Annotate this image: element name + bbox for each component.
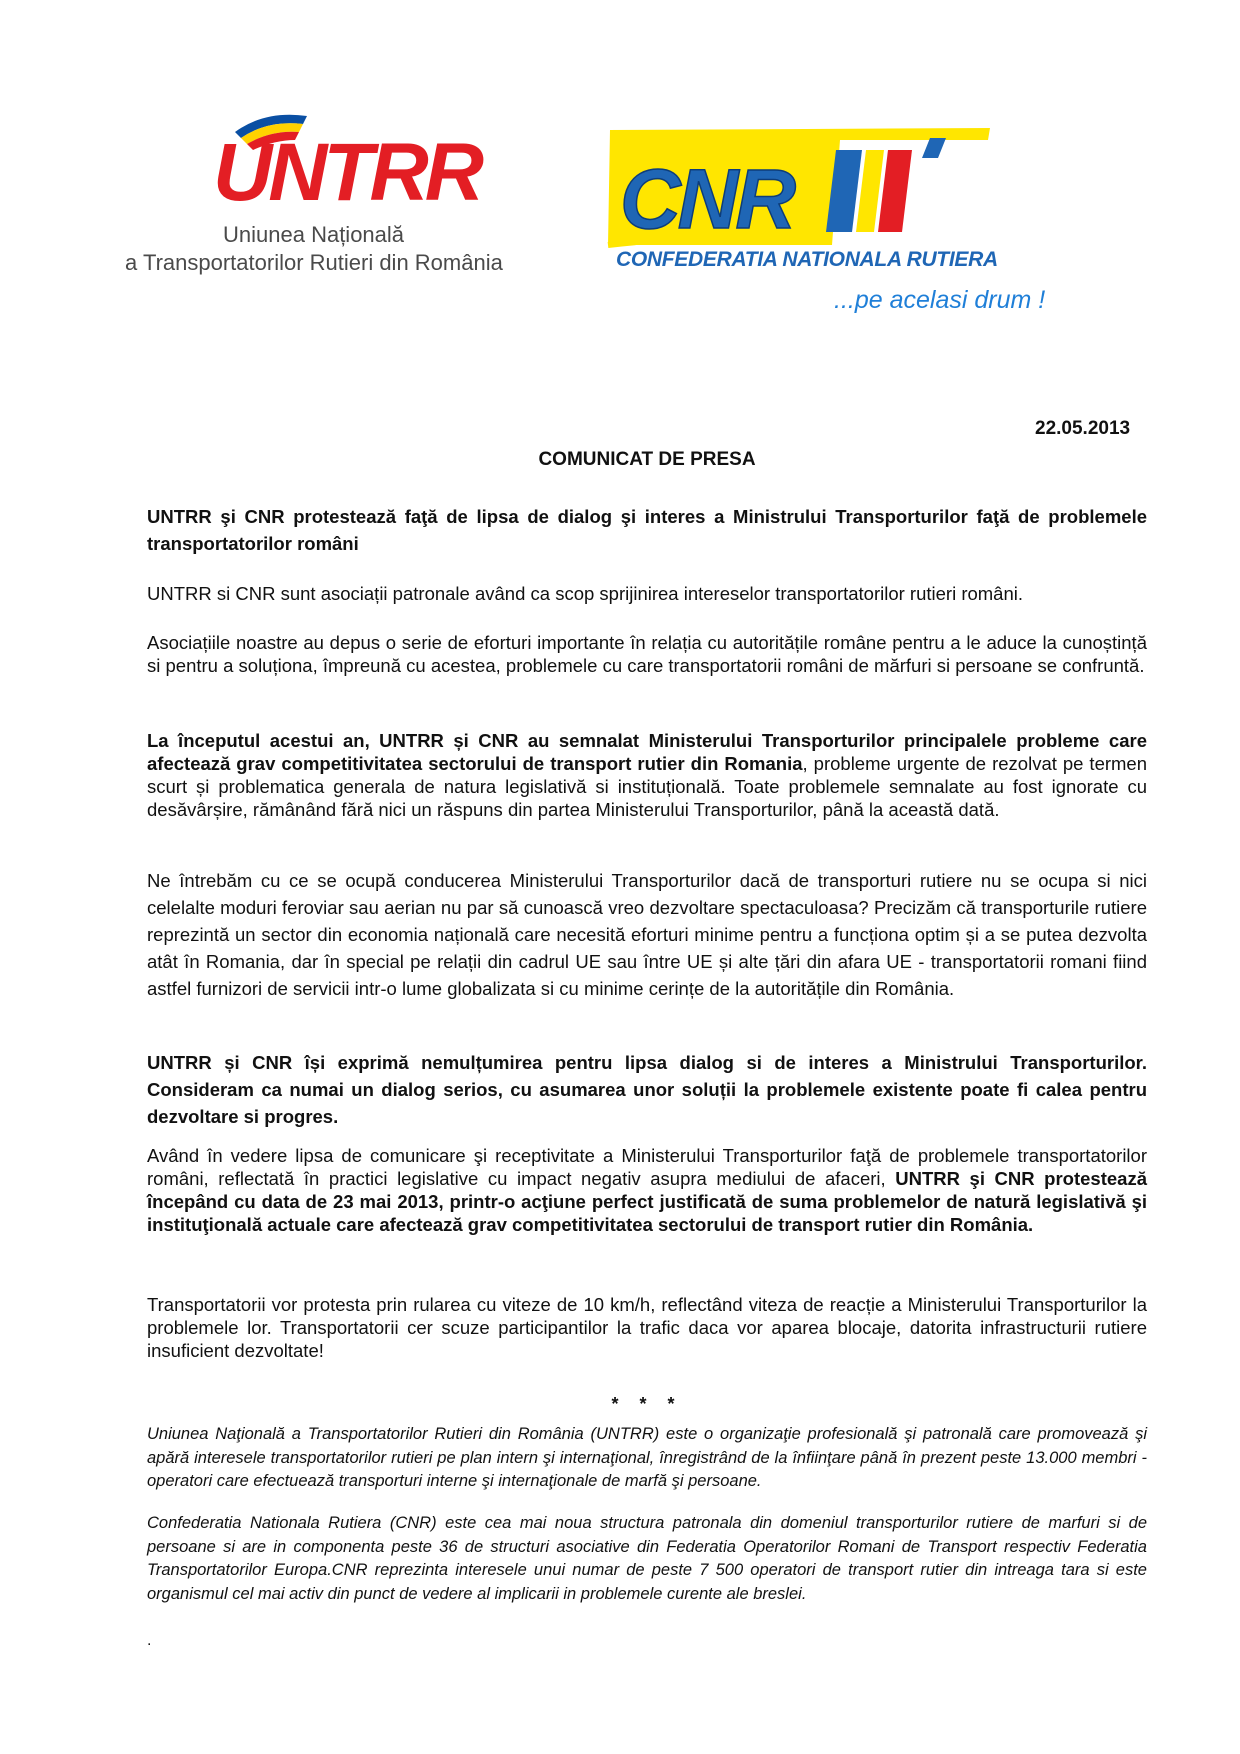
paragraph-4 — [147, 867, 1147, 1002]
about-untrr-text: Uniunea Naţională a Transportatorilor Rutieri din România (UNTRR) este o organizaţie profesională şi patronală care promovează şi apără interesele transportatorilor rutieri pe plan intern şi internaţional, înregistrând de la înfiinţare până în prezent peste 13.000 membri - operatori care efectuează transporturi interne şi internaţionale de marfă şi persoane. — [147, 1425, 1147, 1490]
paragraph-2-text: Asociațiile noastre au depus o serie de eforturi importante în relația cu autoritățile române pentru a le aduce la cunoștință si pentru a soluționa, împreună cu acestea, problemele cu care transportatorii români de mărfuri si persoane se confruntă. — [147, 632, 1147, 676]
untrr-logo-mark — [195, 102, 480, 218]
paragraph-4-text: Ne întrebăm cu ce se ocupă conducerea Ministerului Transporturilor dacă de transporturi rutiere nu se ocupa si nici celelalte moduri feroviar sau aerian nu par să cunoască vreo dezvoltare spectaculoasa? Precizăm că transporturile rutiere reprezintă un sector din economia națională care necesită eforturi minime pentru a funcționa optim și a se putea dezvolta atât în Romania, dar în special pe relații din cadrul UE sau între UE și alte țări din afara UE - transportatorii romani fiind astfel furnizori de servicii intr-o lume globalizata si cu minime cerințe de la autoritățile din România. — [147, 870, 1147, 999]
about-untrr — [147, 1423, 1147, 1494]
untrr-name-line2: a Transportatorilor Rutieri din România — [125, 250, 503, 275]
paragraph-1-text: UNTRR si CNR sunt asociații patronale având ca scop sprijinirea intereselor transportatorilor rutieri români. — [147, 583, 1024, 604]
paragraph-1 — [147, 582, 1147, 605]
cnr-mark-text: CNR — [620, 152, 793, 246]
cnr-logo — [600, 110, 1060, 320]
release-date: 22.05.2013 — [1035, 418, 1131, 439]
section-separator: * * * — [611, 1394, 683, 1414]
untrr-logo — [125, 92, 515, 292]
page-title: COMUNICAT DE PRESA — [538, 449, 756, 470]
paragraph-3 — [147, 729, 1147, 821]
paragraph-3-rest: , probleme urgente de rezolvat pe termen scurt și problematica generala de natura legislativă si instituțională. Toate problemele semnalate au fost ignorate cu desăvârșire, rămânând fără nici un răspuns din partea Ministerului Transporturilor, până la această dată. — [147, 753, 1148, 820]
cnr-subtitle: CONFEDERATIA NATIONALA RUTIERA — [616, 248, 998, 271]
untrr-mark-text: UNTRR — [213, 127, 480, 218]
paragraph-5-text: UNTRR și CNR își exprimă nemulțumirea pentru lipsa dialog si de interes a Ministrului Transporturilor. Consideram ca numai un dialog serios, cu asumarea unor soluții la problemele existente poate fi calea pentru dezvoltare si progres. — [147, 1052, 1147, 1127]
untrr-name-line1: Uniunea Națională — [223, 222, 405, 247]
paragraph-6-bold: UNTRR şi CNR protestează începând cu data de 23 mai 2013, printr-o acţiune perfect justificată de suma problemelor de natură legislativă şi instituţională actuale care afectează grav competitivitatea sectorului de transport rutier din România. — [147, 1168, 1147, 1235]
headline-text: UNTRR şi CNR protestează faţă de lipsa de dialog şi interes a Ministrului Transporturilor faţă de problemele transportatorilor români — [147, 506, 1147, 554]
headline — [147, 503, 1147, 557]
paragraph-6-normal: Având în vedere lipsa de comunicare şi receptivitate a Ministerului Transporturilor faţă de problemele transportatorilor români, reflectată în practici legislative cu impact negativ asupra mediului de afaceri, — [147, 1145, 1147, 1189]
cnr-slogan: ...pe acelasi drum ! — [834, 286, 1046, 314]
paragraph-7-text: Transportatorii vor protesta prin rularea cu viteze de 10 km/h, reflectând viteza de reacție a Ministerului Transporturilor la problemele lor. Transportatorii cer scuze participantilor la trafic daca vor aparea blocaje, datorita infrastructurii rutiere insuficient dezvoltate! — [147, 1294, 1147, 1361]
about-cnr — [147, 1512, 1147, 1606]
paragraph-2 — [147, 631, 1147, 677]
paragraph-5 — [147, 1049, 1147, 1130]
cnr-logo-mark — [600, 110, 1020, 250]
about-cnr-text: Confederatia Nationala Rutiera (CNR) este cea mai noua structura patronala din domeniul transporturilor rutiere de marfuri si de persoane si are in componenta peste 36 de structuri asociative din Federatia Operatorilor Romani de Transport respectiv Federatia Transportatorilor Europa.CNR reprezinta interesele unui numar de peste 7 500 operatori de transport rutier din intreaga tara si este organismul cel mai activ din punct de vedere al implicarii in problemele curente ale breslei. — [147, 1514, 1147, 1603]
paragraph-3-bold: La începutul acestui an, UNTRR și CNR au semnalat Ministerului Transporturilor principalele probleme care afectează grav competitivitatea sectorului de transport rutier din Romania — [147, 730, 1147, 774]
paragraph-7 — [147, 1293, 1147, 1362]
trailing-mark: . — [147, 1632, 152, 1649]
paragraph-6 — [147, 1144, 1147, 1236]
